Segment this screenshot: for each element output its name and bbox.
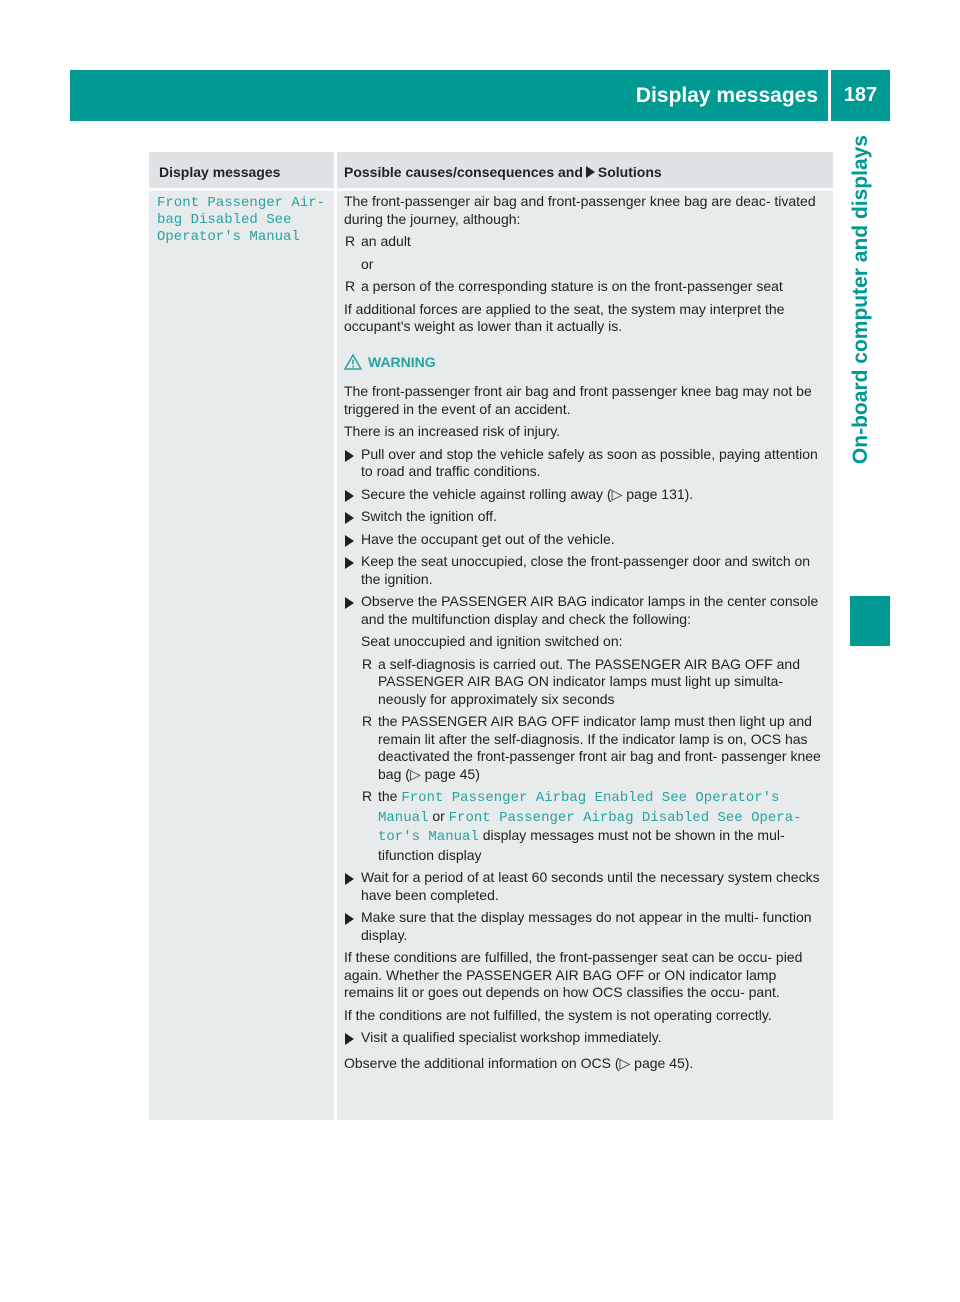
- final-paragraph: Observe the additional information on OCS (▷ page 45).: [344, 1054, 694, 1071]
- intro-text: The front-passenger air bag and front-passenger knee bag are deac- tivated during the journey, although:: [344, 193, 816, 227]
- or-text: or: [361, 255, 374, 272]
- table-header-row: [149, 152, 833, 188]
- warning-heading: [344, 354, 828, 372]
- page-number: 187: [843, 84, 878, 106]
- bullet-icon: R: [362, 655, 373, 672]
- side-tab-marker: [850, 596, 890, 646]
- page-reference[interactable]: page 45): [424, 765, 480, 782]
- arrow-bullet-icon: [345, 1032, 354, 1050]
- causes-solutions-cell: [344, 193, 828, 1077]
- arrow-bullet-icon: [345, 534, 354, 552]
- bullet-icon: R: [362, 713, 373, 729]
- page-ref-triangle-icon: ▷: [409, 765, 421, 782]
- page-header-bar: [70, 70, 890, 121]
- list-item: R an adult: [345, 233, 411, 249]
- page-ref-triangle-icon: ▷: [619, 1054, 631, 1071]
- step-item: Have the occupant get out of the vehicle.: [344, 531, 828, 549]
- arrow-bullet-icon: [586, 166, 595, 178]
- check-item: R a self-diagnosis is carried out. The PASSENGER AIR BAG OFF and PASSENGER AIR BAG ON indicator lamps must light up simulta- neously for approximately six seconds: [362, 655, 800, 707]
- col-header-messages: Display messages: [159, 164, 281, 180]
- arrow-bullet-icon: [345, 912, 354, 930]
- column-divider: [334, 152, 337, 1120]
- arrow-bullet-icon: [345, 449, 354, 467]
- step-item: Secure the vehicle against rolling away (▷ page 131).: [344, 486, 828, 504]
- side-tab-label: On-board computer and displays: [849, 135, 872, 465]
- display-message-text: Front Passenger Air‐ bag Disabled See Operator's Manual: [157, 195, 326, 245]
- col-header-causes: Possible causes/consequences and Solutions: [344, 164, 662, 180]
- header-title: Display messages: [635, 84, 818, 107]
- arrow-bullet-icon: [345, 556, 354, 574]
- step-item: Wait for a period of at least 60 seconds until the necessary system checks have been completed.: [344, 869, 828, 904]
- step-item: Visit a qualified specialist workshop immediately.: [344, 1029, 828, 1047]
- display-messages-table: [149, 152, 833, 1120]
- arrow-bullet-icon: [345, 511, 354, 529]
- page-reference[interactable]: page 131).: [626, 485, 694, 502]
- bullet-icon: R: [345, 233, 356, 249]
- step-item: Observe the PASSENGER AIR BAG indicator lamps in the center console and the multifunction display and check the following:: [344, 593, 828, 628]
- fulfilled-paragraph: If these conditions are fulfilled, the front-passenger seat can be occu- pied again. Whether the PASSENGER AIR BAG OFF or ON indicator lamp remains lit or goes out depends on how OCS classifies the occu- pant.: [344, 949, 803, 1000]
- page-reference[interactable]: page 45).: [634, 1054, 694, 1071]
- step-item: Make sure that the display messages do not appear in the multi- function display.: [344, 909, 828, 944]
- arrow-bullet-icon: [345, 872, 354, 890]
- warning-triangle-icon: [344, 354, 362, 370]
- check-item: R the Front Passenger Airbag Enabled See Operator's Manual or Front Passenger Airbag Disabled See Opera‐ tor's Manual display messages must not be shown in the mul- tifunction display: [362, 788, 802, 863]
- not-fulfilled-paragraph: If the conditions are not fulfilled, the system is not operating correctly.: [344, 1006, 772, 1023]
- bullet-icon: R: [362, 788, 373, 804]
- warning-text: The front-passenger front air bag and front passenger knee bag may not be triggered in the event of an accident.: [344, 383, 812, 417]
- bullet-icon: R: [345, 278, 356, 294]
- page-ref-triangle-icon: ▷: [611, 485, 623, 502]
- check-item: R the PASSENGER AIR BAG OFF indicator lamp must then light up and remain lit after the self-diagnosis. If the indicator lamp is on, OCS has deactivated the front-passenger front air bag and front- passenger knee bag (▷ page 45): [362, 713, 821, 782]
- display-message-code: Front Passenger Airbag Enabled See Operator's Manual: [378, 790, 780, 826]
- arrow-bullet-icon: [345, 489, 354, 507]
- arrow-bullet-icon: [345, 596, 354, 614]
- step-item: Switch the ignition off.: [344, 508, 828, 526]
- display-message-code: Front Passenger Airbag Disabled See Opera‐ tor's Manual: [378, 809, 802, 845]
- seat-condition-text: Seat unoccupied and ignition switched on:: [361, 633, 623, 649]
- list-item: R a person of the corresponding stature is on the front-passenger seat: [345, 278, 783, 294]
- risk-text: There is an increased risk of injury.: [344, 423, 561, 439]
- forces-paragraph: If additional forces are applied to the seat, the system may interpret the occupant's weight as lower than it actually is.: [344, 300, 785, 334]
- warning-title: WARNING: [368, 353, 436, 370]
- step-item: Pull over and stop the vehicle safely as soon as possible, paying attention to road and traffic conditions.: [344, 446, 828, 481]
- step-item: Keep the seat unoccupied, close the front-passenger door and switch on the ignition.: [344, 553, 828, 588]
- row-divider: [149, 188, 833, 191]
